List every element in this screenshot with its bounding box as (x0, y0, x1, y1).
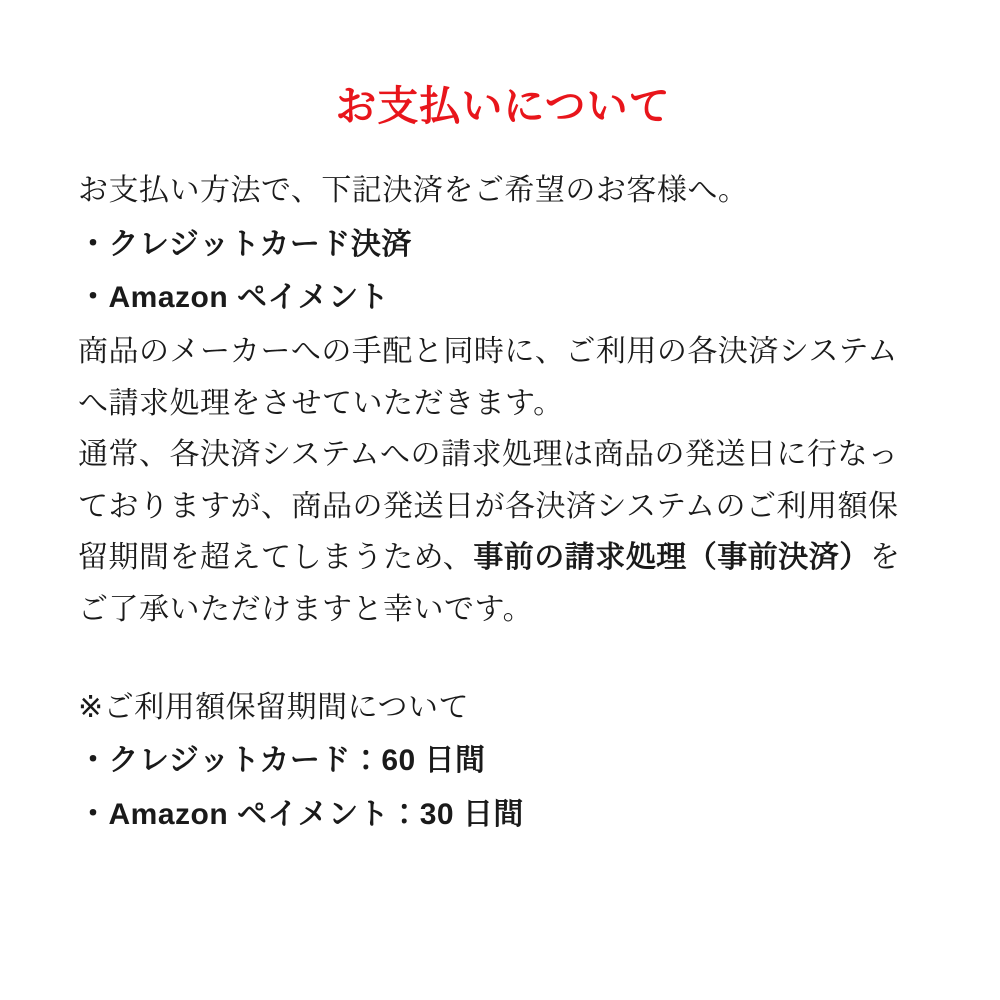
note-item-credit-card: ・クレジットカード：60 日間 (78, 744, 486, 778)
billing-paragraph-2 (78, 429, 928, 635)
intro-paragraph: お支払い方法で、下記決済をご希望のお客様へ。 (78, 174, 749, 208)
billing-paragraph-1: 商品のメーカーへの手配と同時に、ご利用の各決済システムへ請求処理をさせていただきます。 (78, 334, 898, 420)
note-heading: ※ご利用額保留期間について (78, 690, 470, 724)
billing-paragraph-2-emphasis: 事前の請求処理（事前決済） (473, 541, 870, 575)
note-item-amazon-payment: ・Amazon ペイメント：30 日間 (78, 797, 524, 831)
section-spacer (78, 636, 928, 682)
payment-method-amazon-payment: ・Amazon ペイメント (78, 281, 390, 315)
document-body (78, 165, 928, 840)
payment-method-credit-card: ・クレジットカード決済 (78, 227, 412, 261)
billing-paragraph-2-lead: 通常、各決済システムへの請求処理は商品の発送日に行なっておりますが、商品の発送日が各決済システムのご利用額保留期間を超えてしまうため、 (78, 438, 899, 575)
billing-paragraph-2-tail: をご了承いただけますと幸いです。 (78, 541, 901, 626)
page-title: お支払いについて (335, 83, 671, 129)
